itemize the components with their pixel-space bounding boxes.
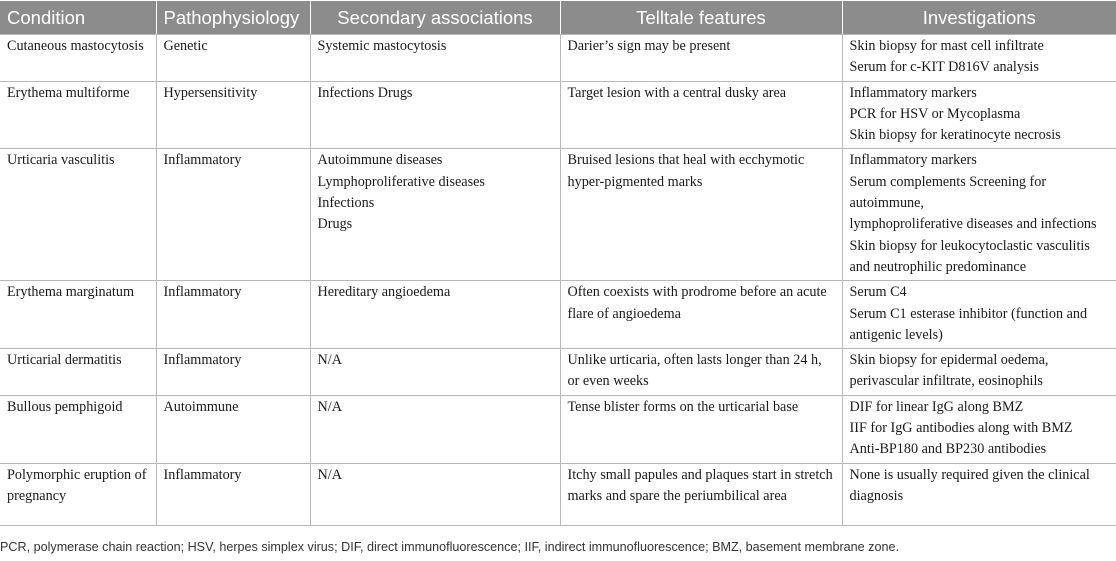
cell-pathophysiology: Inflammatory: [156, 281, 310, 349]
cell-investigations-line: Skin biopsy for leukocytoclastic vasculitis and neutrophilic predominance: [849, 237, 1090, 275]
table-header-row: [0, 1, 1116, 35]
cell-investigations-line: IIF for IgG antibodies along with BMZ: [849, 420, 1073, 437]
table-row: [0, 81, 1116, 149]
cell-investigations-line: DIF for linear IgG along BMZ: [849, 398, 1024, 415]
cell-investigations: [842, 395, 1116, 463]
header-condition: Condition: [0, 1, 156, 35]
header-investigations: Investigations: [842, 1, 1116, 35]
cell-condition: Urticarial dermatitis: [0, 349, 156, 396]
cell-investigations: [842, 349, 1116, 396]
table-row: [0, 349, 1116, 396]
cell-secondary-associations-line: N/A: [317, 466, 342, 483]
cell-secondary-associations: [310, 281, 560, 349]
cell-telltale-features: Tense blister forms on the urticarial base: [560, 395, 842, 463]
cell-investigations-line: Inflammatory markers: [849, 84, 977, 101]
cell-investigations-line: Skin biopsy for mast cell infiltrate: [849, 38, 1044, 54]
cell-condition: Bullous pemphigoid: [0, 395, 156, 463]
cell-pathophysiology: Autoimmune: [156, 395, 310, 463]
cell-investigations-line: Serum C4: [849, 284, 907, 301]
cell-condition: Erythema multiforme: [0, 81, 156, 149]
table-row: [0, 149, 1116, 281]
cell-secondary-associations: [310, 35, 560, 82]
cell-secondary-associations-line: N/A: [317, 352, 342, 369]
table-row: [0, 35, 1116, 82]
header-pathophysiology: Pathophysiology: [156, 1, 310, 35]
cell-investigations: [842, 35, 1116, 82]
cell-investigations: [842, 281, 1116, 349]
cell-pathophysiology: Inflammatory: [156, 463, 310, 525]
cell-secondary-associations: [310, 349, 560, 396]
cell-secondary-associations-line: Infections: [317, 195, 375, 212]
cell-investigations-line: Anti-BP180 and BP230 antibodies: [849, 441, 1047, 458]
cell-investigations-line: Serum complements Screening for autoimmune,: [849, 173, 1047, 212]
cell-condition: Erythema marginatum: [0, 281, 156, 349]
table-footnote: PCR, polymerase chain reaction; HSV, herpes simplex virus; DIF, direct immunofluorescence; IIF, indirect immunofluorescence; BMZ, basement membrane zone.: [0, 540, 899, 554]
cell-secondary-associations-line: Hereditary angioedema: [317, 284, 451, 301]
cell-secondary-associations-line: Infections Drugs: [317, 84, 413, 101]
cell-investigations-line: PCR for HSV or Mycoplasma: [849, 105, 1021, 122]
cell-secondary-associations-line: Autoimmune diseases: [317, 152, 443, 169]
table-row: [0, 281, 1116, 349]
cell-telltale-features: Itchy small papules and plaques start in stretch marks and spare the periumbilical area: [560, 463, 842, 525]
header-secondary-associations: Secondary associations: [310, 1, 560, 35]
cell-condition: Polymorphic eruption of pregnancy: [0, 463, 156, 525]
cell-investigations-line: Serum C1 esterase inhibitor (function and antigenic levels): [849, 305, 1088, 343]
cell-investigations-line: Skin biopsy for epidermal oedema, perivascular infiltrate, eosinophils: [849, 352, 1049, 390]
cell-pathophysiology: Hypersensitivity: [156, 81, 310, 149]
cell-investigations: [842, 149, 1116, 281]
cell-secondary-associations: [310, 81, 560, 149]
header-telltale-features: Telltale features: [560, 1, 842, 35]
cell-telltale-features: Darier’s sign may be present: [560, 35, 842, 82]
cell-pathophysiology: Inflammatory: [156, 149, 310, 281]
cell-condition: Cutaneous mastocytosis: [0, 35, 156, 82]
cell-secondary-associations-line: N/A: [317, 398, 342, 415]
cell-investigations-line: None is usually required given the clinical diagnosis: [849, 466, 1090, 504]
cell-secondary-associations-line: Drugs: [317, 216, 353, 233]
cell-condition: Urticaria vasculitis: [0, 149, 156, 281]
cell-telltale-features: Target lesion with a central dusky area: [560, 81, 842, 149]
cell-telltale-features: Unlike urticaria, often lasts longer than 24 h, or even weeks: [560, 349, 842, 396]
table-row: [0, 395, 1116, 463]
cell-pathophysiology: Inflammatory: [156, 349, 310, 396]
cell-secondary-associations-line: Systemic mastocytosis: [317, 38, 447, 54]
cell-telltale-features: Often coexists with prodrome before an acute flare of angioedema: [560, 281, 842, 349]
cell-telltale-features: Bruised lesions that heal with ecchymotic hyper-pigmented marks: [560, 149, 842, 281]
cell-secondary-associations-line: Lymphoproliferative diseases: [317, 173, 485, 190]
cell-investigations: [842, 81, 1116, 149]
cell-investigations: [842, 463, 1116, 525]
cell-investigations-line: Inflammatory markers: [849, 152, 977, 169]
cell-investigations-line: Skin biopsy for keratinocyte necrosis: [849, 127, 1061, 144]
cell-secondary-associations: [310, 463, 560, 525]
cell-investigations-line: lymphoproliferative diseases and infections: [849, 216, 1097, 233]
cell-secondary-associations: [310, 395, 560, 463]
cell-investigations-line: Serum for c-KIT D816V analysis: [849, 59, 1039, 76]
cell-secondary-associations: [310, 149, 560, 281]
cell-pathophysiology: Genetic: [156, 35, 310, 82]
table-row: [0, 463, 1116, 525]
